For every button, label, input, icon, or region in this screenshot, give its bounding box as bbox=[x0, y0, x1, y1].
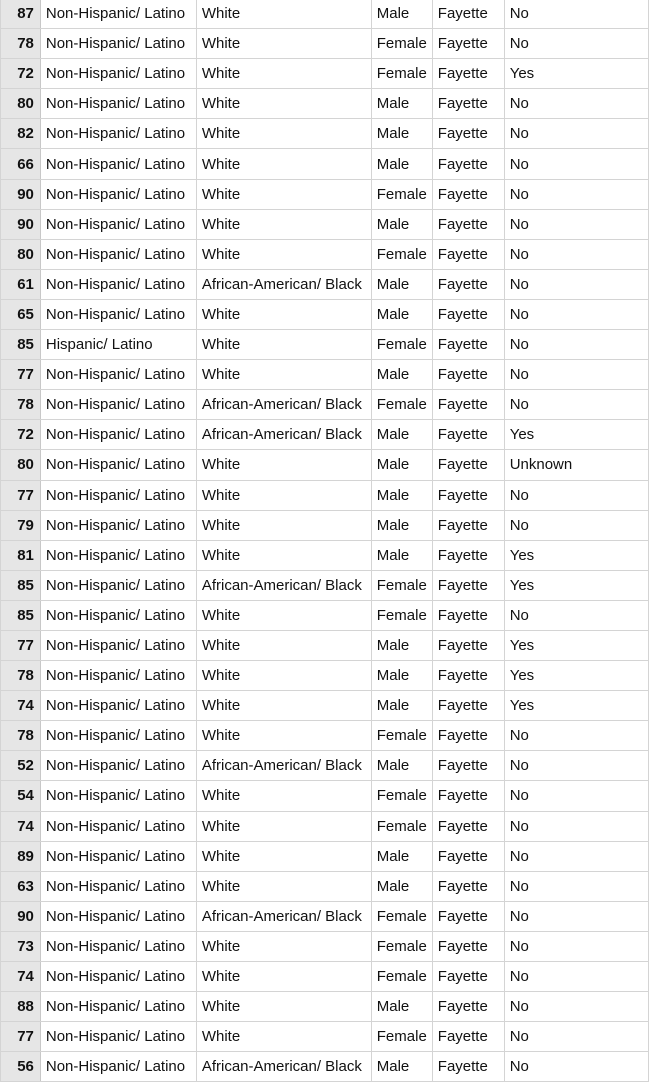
race-cell[interactable]: White bbox=[196, 59, 371, 89]
ethnicity-cell[interactable]: Non-Hispanic/ Latino bbox=[40, 931, 196, 961]
county-cell[interactable]: Fayette bbox=[432, 1022, 504, 1052]
county-cell[interactable]: Fayette bbox=[432, 29, 504, 59]
table-row bbox=[1, 931, 649, 961]
county-cell[interactable]: Fayette bbox=[432, 149, 504, 179]
table-row bbox=[1, 29, 649, 59]
county-cell[interactable]: Fayette bbox=[432, 600, 504, 630]
age-cell[interactable]: 80 bbox=[1, 239, 41, 269]
sex-cell[interactable]: Female bbox=[371, 239, 432, 269]
table-row bbox=[1, 570, 649, 600]
sex-cell[interactable]: Male bbox=[371, 420, 432, 450]
status-cell[interactable]: Yes bbox=[504, 661, 648, 691]
county-cell[interactable]: Fayette bbox=[432, 691, 504, 721]
sex-cell[interactable]: Female bbox=[371, 962, 432, 992]
sex-cell[interactable]: Female bbox=[371, 931, 432, 961]
age-cell[interactable]: 77 bbox=[1, 480, 41, 510]
table-row bbox=[1, 179, 649, 209]
age-cell[interactable]: 72 bbox=[1, 59, 41, 89]
county-cell[interactable]: Fayette bbox=[432, 360, 504, 390]
sex-cell[interactable]: Female bbox=[371, 811, 432, 841]
table-row bbox=[1, 1022, 649, 1052]
race-cell[interactable]: White bbox=[196, 0, 371, 29]
race-cell[interactable]: White bbox=[196, 691, 371, 721]
table-row bbox=[1, 871, 649, 901]
age-cell[interactable]: 78 bbox=[1, 29, 41, 59]
status-cell[interactable]: No bbox=[504, 119, 648, 149]
age-cell[interactable]: 52 bbox=[1, 751, 41, 781]
race-cell[interactable]: White bbox=[196, 299, 371, 329]
county-cell[interactable]: Fayette bbox=[432, 570, 504, 600]
sex-cell[interactable]: Male bbox=[371, 269, 432, 299]
age-cell[interactable]: 88 bbox=[1, 992, 41, 1022]
race-cell[interactable]: White bbox=[196, 661, 371, 691]
sex-cell[interactable]: Female bbox=[371, 600, 432, 630]
ethnicity-cell[interactable]: Non-Hispanic/ Latino bbox=[40, 390, 196, 420]
county-cell[interactable]: Fayette bbox=[432, 721, 504, 751]
race-cell[interactable]: White bbox=[196, 811, 371, 841]
county-cell[interactable]: Fayette bbox=[432, 330, 504, 360]
sex-cell[interactable]: Male bbox=[371, 841, 432, 871]
sex-cell[interactable]: Female bbox=[371, 901, 432, 931]
status-cell[interactable]: No bbox=[504, 330, 648, 360]
table-row bbox=[1, 962, 649, 992]
age-cell[interactable]: 87 bbox=[1, 0, 41, 29]
age-cell[interactable]: 82 bbox=[1, 119, 41, 149]
status-cell[interactable]: No bbox=[504, 1052, 648, 1082]
age-cell[interactable]: 77 bbox=[1, 630, 41, 660]
county-cell[interactable]: Fayette bbox=[432, 540, 504, 570]
race-cell[interactable]: White bbox=[196, 510, 371, 540]
table-row bbox=[1, 781, 649, 811]
status-cell[interactable]: No bbox=[504, 751, 648, 781]
ethnicity-cell[interactable]: Non-Hispanic/ Latino bbox=[40, 781, 196, 811]
race-cell[interactable]: White bbox=[196, 841, 371, 871]
status-cell[interactable]: No bbox=[504, 29, 648, 59]
ethnicity-cell[interactable]: Non-Hispanic/ Latino bbox=[40, 360, 196, 390]
status-cell[interactable]: No bbox=[504, 0, 648, 29]
status-cell[interactable]: No bbox=[504, 149, 648, 179]
sex-cell[interactable]: Male bbox=[371, 1052, 432, 1082]
race-cell[interactable]: African-American/ Black bbox=[196, 269, 371, 299]
county-cell[interactable]: Fayette bbox=[432, 209, 504, 239]
race-cell[interactable]: White bbox=[196, 119, 371, 149]
ethnicity-cell[interactable]: Non-Hispanic/ Latino bbox=[40, 811, 196, 841]
status-cell[interactable]: No bbox=[504, 239, 648, 269]
race-cell[interactable]: White bbox=[196, 149, 371, 179]
table-row bbox=[1, 390, 649, 420]
sex-cell[interactable]: Female bbox=[371, 330, 432, 360]
sex-cell[interactable]: Male bbox=[371, 992, 432, 1022]
status-cell[interactable]: No bbox=[504, 721, 648, 751]
county-cell[interactable]: Fayette bbox=[432, 299, 504, 329]
sex-cell[interactable]: Male bbox=[371, 540, 432, 570]
table-row bbox=[1, 540, 649, 570]
status-cell[interactable]: No bbox=[504, 89, 648, 119]
race-cell[interactable]: African-American/ Black bbox=[196, 390, 371, 420]
ethnicity-cell[interactable]: Non-Hispanic/ Latino bbox=[40, 751, 196, 781]
sex-cell[interactable]: Female bbox=[371, 570, 432, 600]
age-cell[interactable]: 85 bbox=[1, 570, 41, 600]
race-cell[interactable]: White bbox=[196, 179, 371, 209]
race-cell[interactable]: White bbox=[196, 600, 371, 630]
status-cell[interactable]: No bbox=[504, 841, 648, 871]
status-cell[interactable]: Yes bbox=[504, 570, 648, 600]
ethnicity-cell[interactable]: Non-Hispanic/ Latino bbox=[40, 420, 196, 450]
table-row bbox=[1, 209, 649, 239]
table-row bbox=[1, 59, 649, 89]
county-cell[interactable]: Fayette bbox=[432, 931, 504, 961]
table-row bbox=[1, 901, 649, 931]
table-row bbox=[1, 510, 649, 540]
race-cell[interactable]: African-American/ Black bbox=[196, 1052, 371, 1082]
table-row bbox=[1, 661, 649, 691]
sex-cell[interactable]: Male bbox=[371, 360, 432, 390]
age-cell[interactable]: 63 bbox=[1, 871, 41, 901]
status-cell[interactable]: No bbox=[504, 390, 648, 420]
status-cell[interactable]: No bbox=[504, 269, 648, 299]
age-cell[interactable]: 56 bbox=[1, 1052, 41, 1082]
county-cell[interactable]: Fayette bbox=[432, 871, 504, 901]
ethnicity-cell[interactable]: Non-Hispanic/ Latino bbox=[40, 450, 196, 480]
table-row bbox=[1, 691, 649, 721]
status-cell[interactable]: No bbox=[504, 781, 648, 811]
county-cell[interactable]: Fayette bbox=[432, 811, 504, 841]
ethnicity-cell[interactable]: Non-Hispanic/ Latino bbox=[40, 600, 196, 630]
ethnicity-cell[interactable]: Non-Hispanic/ Latino bbox=[40, 119, 196, 149]
county-cell[interactable]: Fayette bbox=[432, 450, 504, 480]
table-row bbox=[1, 480, 649, 510]
ethnicity-cell[interactable]: Non-Hispanic/ Latino bbox=[40, 510, 196, 540]
age-cell[interactable]: 80 bbox=[1, 89, 41, 119]
table-row bbox=[1, 841, 649, 871]
age-cell[interactable]: 74 bbox=[1, 691, 41, 721]
sex-cell[interactable]: Female bbox=[371, 781, 432, 811]
table-row bbox=[1, 450, 649, 480]
county-cell[interactable]: Fayette bbox=[432, 59, 504, 89]
ethnicity-cell[interactable]: Non-Hispanic/ Latino bbox=[40, 1052, 196, 1082]
ethnicity-cell[interactable]: Non-Hispanic/ Latino bbox=[40, 871, 196, 901]
age-cell[interactable]: 66 bbox=[1, 149, 41, 179]
ethnicity-cell[interactable]: Non-Hispanic/ Latino bbox=[40, 721, 196, 751]
ethnicity-cell[interactable]: Non-Hispanic/ Latino bbox=[40, 209, 196, 239]
age-cell[interactable]: 90 bbox=[1, 209, 41, 239]
status-cell[interactable]: No bbox=[504, 360, 648, 390]
age-cell[interactable]: 81 bbox=[1, 540, 41, 570]
ethnicity-cell[interactable]: Non-Hispanic/ Latino bbox=[40, 149, 196, 179]
table-row bbox=[1, 360, 649, 390]
county-cell[interactable]: Fayette bbox=[432, 901, 504, 931]
sex-cell[interactable]: Female bbox=[371, 179, 432, 209]
race-cell[interactable]: African-American/ Black bbox=[196, 420, 371, 450]
table-row bbox=[1, 119, 649, 149]
status-cell[interactable]: Yes bbox=[504, 420, 648, 450]
age-cell[interactable]: 90 bbox=[1, 179, 41, 209]
county-cell[interactable]: Fayette bbox=[432, 661, 504, 691]
county-cell[interactable]: Fayette bbox=[432, 781, 504, 811]
table-body bbox=[1, 0, 649, 1082]
ethnicity-cell[interactable]: Non-Hispanic/ Latino bbox=[40, 239, 196, 269]
table-row bbox=[1, 992, 649, 1022]
table-row bbox=[1, 0, 649, 29]
race-cell[interactable]: White bbox=[196, 630, 371, 660]
ethnicity-cell[interactable]: Non-Hispanic/ Latino bbox=[40, 89, 196, 119]
sex-cell[interactable]: Female bbox=[371, 29, 432, 59]
ethnicity-cell[interactable]: Non-Hispanic/ Latino bbox=[40, 901, 196, 931]
ethnicity-cell[interactable]: Non-Hispanic/ Latino bbox=[40, 992, 196, 1022]
age-cell[interactable]: 61 bbox=[1, 269, 41, 299]
county-cell[interactable]: Fayette bbox=[432, 841, 504, 871]
county-cell[interactable]: Fayette bbox=[432, 119, 504, 149]
status-cell[interactable]: Yes bbox=[504, 630, 648, 660]
race-cell[interactable]: White bbox=[196, 360, 371, 390]
sex-cell[interactable]: Male bbox=[371, 209, 432, 239]
table-row bbox=[1, 420, 649, 450]
ethnicity-cell[interactable]: Non-Hispanic/ Latino bbox=[40, 540, 196, 570]
age-cell[interactable]: 74 bbox=[1, 962, 41, 992]
status-cell[interactable]: No bbox=[504, 600, 648, 630]
county-cell[interactable]: Fayette bbox=[432, 269, 504, 299]
race-cell[interactable]: White bbox=[196, 992, 371, 1022]
status-cell[interactable]: Yes bbox=[504, 540, 648, 570]
race-cell[interactable]: White bbox=[196, 721, 371, 751]
sex-cell[interactable]: Male bbox=[371, 691, 432, 721]
age-cell[interactable]: 77 bbox=[1, 360, 41, 390]
status-cell[interactable]: Yes bbox=[504, 59, 648, 89]
county-cell[interactable]: Fayette bbox=[432, 480, 504, 510]
age-cell[interactable]: 89 bbox=[1, 841, 41, 871]
sex-cell[interactable]: Male bbox=[371, 871, 432, 901]
race-cell[interactable]: White bbox=[196, 209, 371, 239]
status-cell[interactable]: No bbox=[504, 480, 648, 510]
table-row bbox=[1, 269, 649, 299]
ethnicity-cell[interactable]: Non-Hispanic/ Latino bbox=[40, 480, 196, 510]
ethnicity-cell[interactable]: Non-Hispanic/ Latino bbox=[40, 269, 196, 299]
table-row bbox=[1, 721, 649, 751]
age-cell[interactable]: 54 bbox=[1, 781, 41, 811]
age-cell[interactable]: 65 bbox=[1, 299, 41, 329]
sex-cell[interactable]: Male bbox=[371, 480, 432, 510]
age-cell[interactable]: 73 bbox=[1, 931, 41, 961]
ethnicity-cell[interactable]: Non-Hispanic/ Latino bbox=[40, 299, 196, 329]
age-cell[interactable]: 78 bbox=[1, 390, 41, 420]
race-cell[interactable]: African-American/ Black bbox=[196, 901, 371, 931]
sex-cell[interactable]: Male bbox=[371, 0, 432, 29]
age-cell[interactable]: 78 bbox=[1, 661, 41, 691]
sex-cell[interactable]: Female bbox=[371, 721, 432, 751]
county-cell[interactable]: Fayette bbox=[432, 962, 504, 992]
sex-cell[interactable]: Female bbox=[371, 59, 432, 89]
ethnicity-cell[interactable]: Non-Hispanic/ Latino bbox=[40, 691, 196, 721]
status-cell[interactable]: No bbox=[504, 1022, 648, 1052]
sex-cell[interactable]: Male bbox=[371, 149, 432, 179]
age-cell[interactable]: 80 bbox=[1, 450, 41, 480]
table-row bbox=[1, 299, 649, 329]
race-cell[interactable]: White bbox=[196, 781, 371, 811]
race-cell[interactable]: White bbox=[196, 1022, 371, 1052]
status-cell[interactable]: No bbox=[504, 299, 648, 329]
county-cell[interactable]: Fayette bbox=[432, 510, 504, 540]
ethnicity-cell[interactable]: Non-Hispanic/ Latino bbox=[40, 59, 196, 89]
ethnicity-cell[interactable]: Non-Hispanic/ Latino bbox=[40, 570, 196, 600]
ethnicity-cell[interactable]: Non-Hispanic/ Latino bbox=[40, 841, 196, 871]
county-cell[interactable]: Fayette bbox=[432, 751, 504, 781]
race-cell[interactable]: White bbox=[196, 480, 371, 510]
status-cell[interactable]: No bbox=[504, 510, 648, 540]
status-cell[interactable]: Unknown bbox=[504, 450, 648, 480]
age-cell[interactable]: 79 bbox=[1, 510, 41, 540]
county-cell[interactable]: Fayette bbox=[432, 0, 504, 29]
table-row bbox=[1, 600, 649, 630]
race-cell[interactable]: White bbox=[196, 540, 371, 570]
status-cell[interactable]: No bbox=[504, 871, 648, 901]
race-cell[interactable]: White bbox=[196, 871, 371, 901]
ethnicity-cell[interactable]: Non-Hispanic/ Latino bbox=[40, 0, 196, 29]
status-cell[interactable]: No bbox=[504, 811, 648, 841]
ethnicity-cell[interactable]: Non-Hispanic/ Latino bbox=[40, 661, 196, 691]
age-cell[interactable]: 90 bbox=[1, 901, 41, 931]
sex-cell[interactable]: Male bbox=[371, 661, 432, 691]
ethnicity-cell[interactable]: Non-Hispanic/ Latino bbox=[40, 1022, 196, 1052]
table-row bbox=[1, 330, 649, 360]
status-cell[interactable]: No bbox=[504, 992, 648, 1022]
race-cell[interactable]: White bbox=[196, 962, 371, 992]
race-cell[interactable]: White bbox=[196, 450, 371, 480]
race-cell[interactable]: White bbox=[196, 29, 371, 59]
sex-cell[interactable]: Female bbox=[371, 390, 432, 420]
county-cell[interactable]: Fayette bbox=[432, 239, 504, 269]
race-cell[interactable]: White bbox=[196, 931, 371, 961]
ethnicity-cell[interactable]: Non-Hispanic/ Latino bbox=[40, 962, 196, 992]
county-cell[interactable]: Fayette bbox=[432, 89, 504, 119]
sex-cell[interactable]: Male bbox=[371, 119, 432, 149]
sex-cell[interactable]: Male bbox=[371, 450, 432, 480]
status-cell[interactable]: No bbox=[504, 931, 648, 961]
county-cell[interactable]: Fayette bbox=[432, 420, 504, 450]
status-cell[interactable]: No bbox=[504, 179, 648, 209]
table-row bbox=[1, 811, 649, 841]
county-cell[interactable]: Fayette bbox=[432, 1052, 504, 1082]
sex-cell[interactable]: Male bbox=[371, 510, 432, 540]
race-cell[interactable]: White bbox=[196, 330, 371, 360]
status-cell[interactable]: No bbox=[504, 962, 648, 992]
status-cell[interactable]: No bbox=[504, 209, 648, 239]
table-row bbox=[1, 149, 649, 179]
table-row bbox=[1, 89, 649, 119]
sex-cell[interactable]: Female bbox=[371, 1022, 432, 1052]
race-cell[interactable]: African-American/ Black bbox=[196, 751, 371, 781]
county-cell[interactable]: Fayette bbox=[432, 390, 504, 420]
sex-cell[interactable]: Male bbox=[371, 630, 432, 660]
table-row bbox=[1, 239, 649, 269]
sex-cell[interactable]: Male bbox=[371, 89, 432, 119]
ethnicity-cell[interactable]: Non-Hispanic/ Latino bbox=[40, 630, 196, 660]
table-row bbox=[1, 1052, 649, 1082]
county-cell[interactable]: Fayette bbox=[432, 179, 504, 209]
race-cell[interactable]: White bbox=[196, 89, 371, 119]
ethnicity-cell[interactable]: Non-Hispanic/ Latino bbox=[40, 29, 196, 59]
age-cell[interactable]: 74 bbox=[1, 811, 41, 841]
table-row bbox=[1, 630, 649, 660]
age-cell[interactable]: 78 bbox=[1, 721, 41, 751]
age-cell[interactable]: 85 bbox=[1, 330, 41, 360]
sex-cell[interactable]: Male bbox=[371, 751, 432, 781]
race-cell[interactable]: African-American/ Black bbox=[196, 570, 371, 600]
sex-cell[interactable]: Male bbox=[371, 299, 432, 329]
status-cell[interactable]: No bbox=[504, 901, 648, 931]
age-cell[interactable]: 72 bbox=[1, 420, 41, 450]
county-cell[interactable]: Fayette bbox=[432, 992, 504, 1022]
age-cell[interactable]: 85 bbox=[1, 600, 41, 630]
county-cell[interactable]: Fayette bbox=[432, 630, 504, 660]
ethnicity-cell[interactable]: Non-Hispanic/ Latino bbox=[40, 179, 196, 209]
race-cell[interactable]: White bbox=[196, 239, 371, 269]
ethnicity-cell[interactable]: Hispanic/ Latino bbox=[40, 330, 196, 360]
status-cell[interactable]: Yes bbox=[504, 691, 648, 721]
age-cell[interactable]: 77 bbox=[1, 1022, 41, 1052]
table-row bbox=[1, 751, 649, 781]
